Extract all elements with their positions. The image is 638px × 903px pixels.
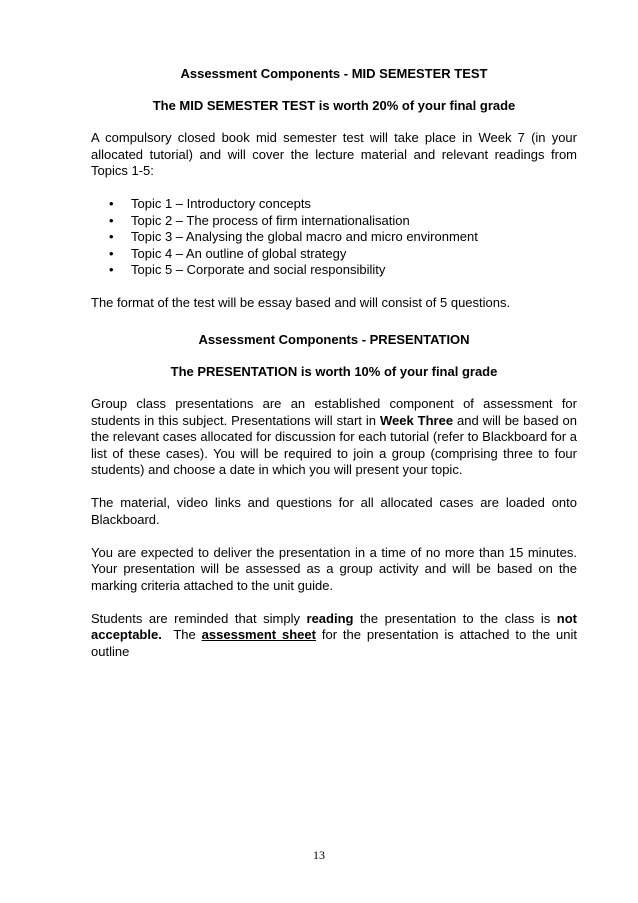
test-format-text: The format of the test will be essay based and will consist of 5 questions.: [91, 295, 511, 310]
topic-label: Topic 5 – Corporate and social responsibility: [131, 262, 386, 277]
bullet-icon: •: [109, 196, 114, 211]
mid-semester-intro: A compulsory closed book mid semester test will take place in Week 7 (in your allocated tutorial) and will cover the lecture material and relevant readings from Topics 1-5:: [91, 130, 577, 178]
bullet-icon: •: [109, 212, 114, 228]
topic-label: Topic 2 – The process of firm internationalisation: [131, 212, 410, 228]
reading-emphasis: reading: [306, 610, 354, 626]
topic-list: [91, 196, 577, 279]
presentation-intro: [91, 396, 577, 479]
week-three-emphasis: Week Three: [379, 412, 454, 428]
topic-label: Topic 4 – An outline of global strategy: [131, 245, 347, 261]
topic-label: Topic 3 – Analysing the global macro and micro environment: [131, 229, 478, 244]
bullet-icon: •: [109, 262, 114, 277]
list-item: [91, 262, 577, 279]
assessment-sheet-emphasis: assessment sheet: [201, 627, 316, 642]
topic-label: Topic 1 – Introductory concepts: [131, 196, 311, 211]
duration-text: You are expected to deliver the presentation in a time of no more than 15 minutes. Your presentation will be assessed as a group activity and will be based on the marking criteria attached to the unit guide.: [91, 544, 577, 593]
materials-text: The material, video links and questions for all allocated cases are loaded onto Blackboard.: [91, 495, 577, 527]
reminder-part2: the presentation to the class is: [353, 610, 557, 626]
reminder-part1: Students are reminded that simply: [91, 610, 307, 626]
reminder-part4: for the presentation is attached to the unit outline: [91, 627, 578, 659]
mid-semester-heading: Assessment Components - MID SEMESTER TEST: [180, 66, 488, 81]
list-item: [91, 213, 577, 230]
list-item: [91, 246, 577, 263]
reminder-text: [91, 611, 577, 661]
mid-semester-weight: The MID SEMESTER TEST is worth 20% of your final grade: [152, 97, 516, 113]
bullet-icon: •: [109, 245, 114, 261]
presentation-heading: Assessment Components - PRESENTATION: [198, 332, 470, 347]
page-number: 13: [313, 848, 325, 862]
bullet-icon: •: [109, 229, 114, 244]
presentation-weight: The PRESENTATION is worth 10% of your final grade: [170, 363, 498, 379]
presentation-intro-part2: and will be based on the relevant cases allocated for discussion for each tutorial (refer to Blackboard for a list of these cases). You will be required to join a group (comprising three to four students) and choose a date in which you will present your topic.: [91, 412, 577, 477]
presentation-intro-part1: Group class presentations are an established component of assessment for students in this subject. Presentations will start in: [91, 396, 577, 428]
list-item: [91, 196, 577, 213]
not-acceptable-emphasis: not acceptable.: [91, 610, 577, 642]
document-page: [91, 66, 577, 677]
list-item: [91, 229, 577, 246]
reminder-part3: The: [161, 627, 202, 642]
